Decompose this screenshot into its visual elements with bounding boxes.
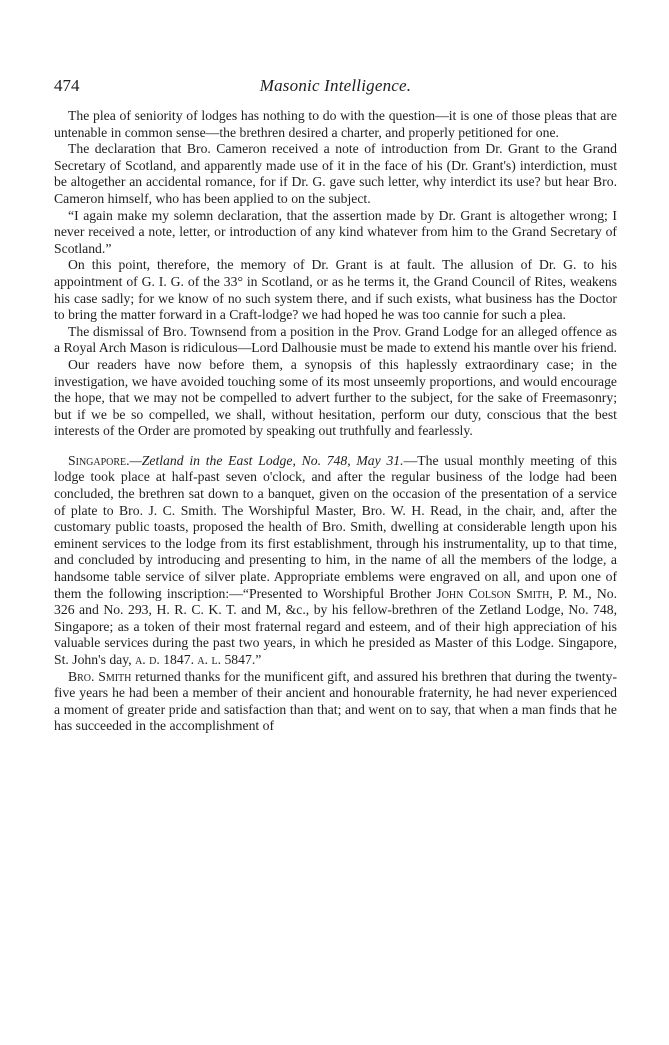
singapore-text-continued: , P. M., No. 326 and No. 293, H. R. C. K. T. and M, &c., by his fellow-brethren of the Zetland Lodge, No. 748, Singapore; as a token of their most fraternal regard and esteem, and of their high appreciation of his valuable services during the past two years, in which he presided as Master of this Lodge. Singapore, St. John's day,: [54, 585, 618, 667]
document-page: [54, 78, 617, 735]
singapore-text: —The usual monthly meeting of this lodge took place at half-past seven o'clock, and after the regular business of the lodge had been concluded, the brethren sat down to a banquet, given on the occasion of the presentation of a service of plate to Bro. J. C. Smith. The Worshipful Master, Bro. W. H. Read, in the chair, and, after the customary public toasts, proposed the health of Bro. Smith, dwelling at considerable length upon his eminent services to the lodge from its first establishment, through his instrumentality, up to that time, and concluded by introducing and presenting to him, in the name of all the members of the lodge, a handsome table service of silver plate. Appropriate emblems were engraved on all, and upon one of them the following inscription:—“Presented to Worshipful Brother: [54, 452, 617, 601]
paragraph-singapore: [54, 453, 617, 669]
paragraph-synopsis: Our readers have now before them, a synopsis of this haplessly extraordinary case; in the investigation, we have avoided touching some of its most unseemly proportions, and would encourage the hope, that we may not be compelled to advert further to the subject, for the sake of Freemasonry; but if we be so compelled, we shall, without hesitation, perform our duty, conscious that the best interests of the Order are promoted by speaking out truthfully and fearlessly.: [54, 356, 617, 439]
place-heading: Singapore.: [68, 452, 130, 468]
paragraph-quotation: “I again make my solemn declaration, that the assertion made by Dr. Grant is altogether wrong; I never received a note, letter, or introduction of any kind whatever from him to the Grand Secretary of Scotland.”: [54, 207, 617, 256]
running-title: Masonic Intelligence.: [259, 76, 412, 95]
page-header: [54, 78, 617, 104]
reply-text: returned thanks for the munificent gift, and assured his brethren that during the twenty-five years he had been a member of their ancient and honourable fraternity, he had never experienced a moment of greater pride and satisfaction than that; and went on to say, that when a man finds that he has succeeded in the accomplishment of: [54, 668, 618, 734]
page-number: 474: [54, 76, 80, 95]
paragraph-memory: On this point, therefore, the memory of Dr. Grant is at fault. The allusion of Dr. G. to his appointment of G. I. G. of the 33° in Scotland, or as he terms it, the Grand Council of Rites, weakens his case sadly; for we know of no such system there, and if such exists, what business has the Doctor to bring the matter forward in a Craft-lodge? we had hoped he was too cannie for such a plea.: [54, 257, 617, 323]
paragraph-reply: [54, 669, 617, 735]
date-anno-lucis: a. l. 5847.: [197, 652, 256, 667]
section-gap: [54, 440, 617, 453]
reply-name: Bro. Smith: [68, 668, 132, 684]
lodge-heading: —Zetland in the East Lodge, No. 748, May 31.: [129, 452, 404, 468]
paragraph-declaration: The declaration that Bro. Cameron received a note of introduction from Dr. Grant to the Grand Secretary of Scotland, and apparently made use of it in the face of his (Dr. Grant's) interdiction, must be altogether an accidental romance, for if Dr. G. gave such letter, why interdict its use? but hear Bro. Cameron himself, who has been applied to on the subject.: [54, 141, 617, 206]
closing-quote: ”: [255, 652, 262, 667]
date-anno-domini: a. d. 1847.: [135, 652, 194, 667]
paragraph-seniority: The plea of seniority of lodges has nothing to do with the question—it is one of those pleas that are untenable in common sense—the brethren desired a charter, and properly petitioned for one.: [54, 108, 617, 140]
honoree-name: John Colson Smith: [436, 585, 550, 601]
paragraph-dismissal: The dismissal of Bro. Townsend from a position in the Prov. Grand Lodge for an alleged offence as a Royal Arch Mason is ridiculous—Lord Dalhousie must be made to extend his mantle over his friend.: [54, 323, 617, 356]
